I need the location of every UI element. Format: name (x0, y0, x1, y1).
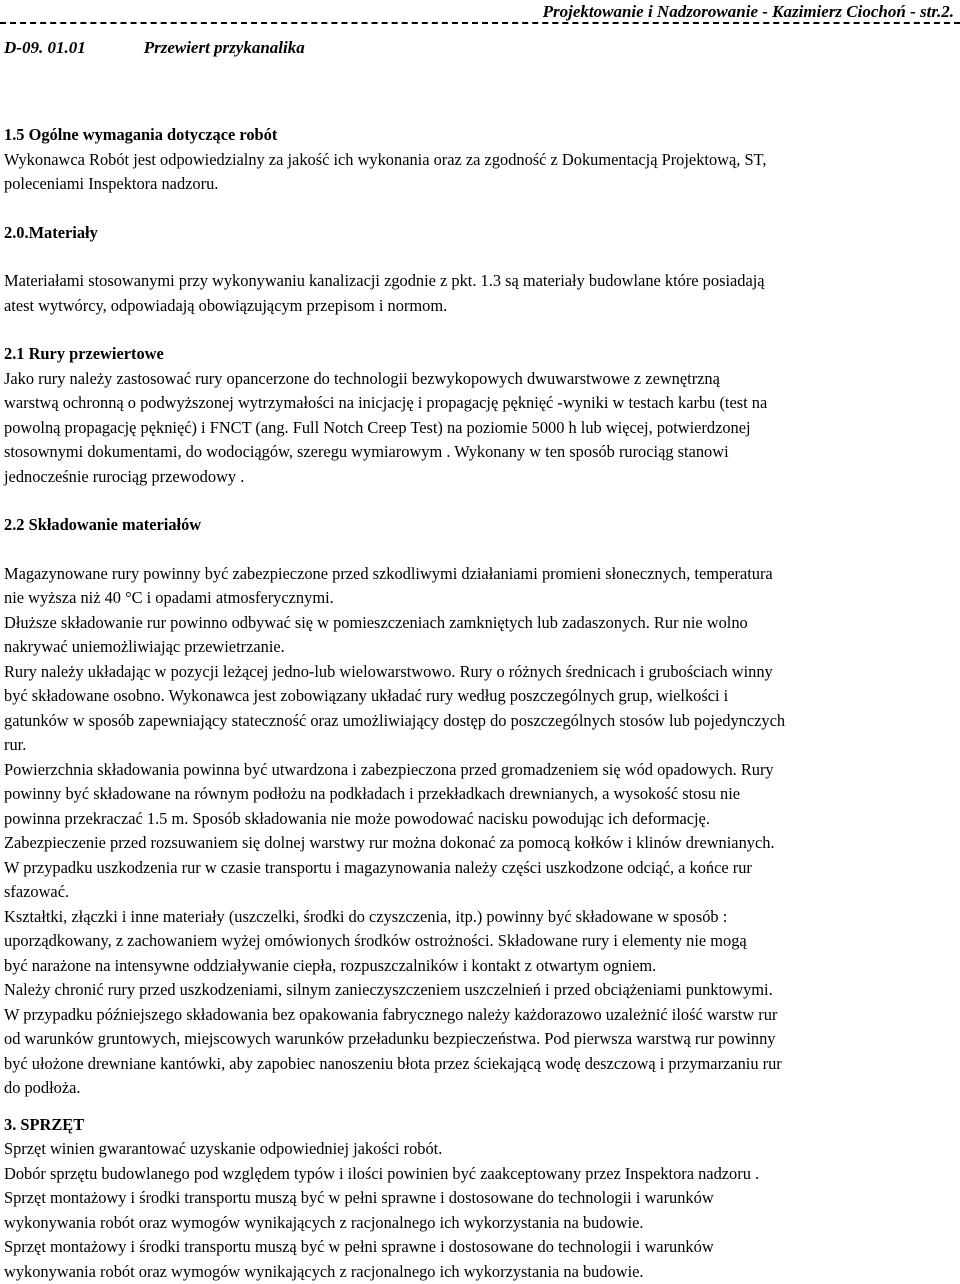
paragraph-line: powolną propagację pęknięć) i FNCT (ang. Full Notch Creep Test) na poziomie 5000 h lub więcej, potwierdzonej (4, 416, 956, 441)
paragraph-line: poleceniami Inspektora nadzoru. (4, 172, 956, 197)
heading-1-5: 1.5 Ogólne wymagania dotyczące robót (4, 123, 956, 148)
paragraph-line: od warunków gruntowych, miejscowych warunków przeładunku bezpieczeństwa. Pod pierwsza warstwą rur powinny (4, 1027, 956, 1052)
paragraph-line: atest wytwórcy, odpowiadają obowiązującym przepisom i normom. (4, 294, 956, 319)
header-author: Projektowanie i Nadzorowanie - Kazimierz Ciochoń - str.2. (543, 2, 954, 22)
paragraph-line: rur. (4, 733, 956, 758)
paragraph-line: wykonywania robót oraz wymogów wynikających z racjonalnego ich wykorzystania na budowie. (4, 1260, 956, 1284)
paragraph-line: Sprzęt winien gwarantować uzyskanie odpowiedniej jakości robót. (4, 1137, 956, 1162)
paragraph-line: do podłoża. (4, 1076, 956, 1101)
paragraph-line: uporządkowany, z zachowaniem wyżej omówionych środków ostrożności. Składowane rury i elementy nie mogą (4, 929, 956, 954)
paragraph-line: Rury należy układając w pozycji leżącej jedno-lub wielowarstwowo. Rury o różnych średnicach i grubościach winny (4, 660, 956, 685)
paragraph-line: jednocześnie rurociąg przewodowy . (4, 465, 956, 490)
paragraph-line: stosownymi dokumentami, do wodociągów, szeregu wymiarowym . Wykonany w ten sposób rurociąg stanowi (4, 440, 956, 465)
heading-2-1: 2.1 Rury przewiertowe (4, 342, 956, 367)
paragraph-line: Sprzęt montażowy i środki transportu muszą być w pełni sprawne i dostosowane do technologii i warunków (4, 1235, 956, 1260)
paragraph-line: Jako rury należy zastosować rury opancerzone do technologii bezwykopowych dwuwarstwowe z zewnętrzną (4, 367, 956, 392)
header-doc-id (4, 38, 305, 58)
paragraph-line: Kształtki, złączki i inne materiały (uszczelki, środki do czyszczenia, itp.) powinny być składowane w sposób : (4, 905, 956, 930)
paragraph-line: być narażone na intensywne oddziaływanie ciepła, rozpuszczalników i kontakt z otwartym ogniem. (4, 954, 956, 979)
paragraph-line: wykonywania robót oraz wymogów wynikających z racjonalnego ich wykorzystania na budowie. (4, 1211, 956, 1236)
paragraph-line: nie wyższa niż 40 °C i opadami atmosferycznymi. (4, 586, 956, 611)
paragraph-line: Zabezpieczenie przed rozsuwaniem się dolnej warstwy rur można dokonać za pomocą kołków i klinów drewnianych. (4, 831, 956, 856)
paragraph-line: Dobór sprzętu budowlanego pod względem typów i ilości powinien być zaakceptowany przez Inspektora nadzoru . (4, 1162, 956, 1187)
paragraph-line: być ułożone drewniane kantówki, aby zapobiec nanoszeniu błota przez ściekającą wodę deszczową i przymarzaniu rur (4, 1052, 956, 1077)
paragraph-line: Powierzchnia składowania powinna być utwardzona i zabezpieczona przed gromadzeniem się wód opadowych. Rury (4, 758, 956, 783)
paragraph-line: Wykonawca Robót jest odpowiedzialny za jakość ich wykonania oraz za zgodność z Dokumentacją Projektową, ST, (4, 148, 956, 173)
paragraph-line: sfazować. (4, 880, 956, 905)
heading-3: 3. SPRZĘT (4, 1113, 956, 1138)
spec-title: Przewiert przykanalika (144, 38, 305, 57)
paragraph-line: powinny być składowane na równym podłożu na podkładach i przekładkach drewnianych, a wysokość stosu nie (4, 782, 956, 807)
paragraph-line: Dłuższe składowanie rur powinno odbywać się w pomieszczeniach zamkniętych lub zadaszonych. Rur nie wolno (4, 611, 956, 636)
paragraph-line: Materiałami stosowanymi przy wykonywaniu kanalizacji zgodnie z pkt. 1.3 są materiały budowlane które posiadają (4, 269, 956, 294)
header-divider (0, 22, 960, 24)
paragraph-line: Należy chronić rury przed uszkodzeniami, silnym zanieczyszczeniem uszczelnień i przed obciążeniami punktowymi. (4, 978, 956, 1003)
paragraph-line: powinna przekraczać 1.5 m. Sposób składowania nie może powodować nacisku powodując ich deformację. (4, 807, 956, 832)
paragraph-line: gatunków w sposób zapewniający stateczność oraz umożliwiający dostęp do poszczególnych stosów lub pojedynczych (4, 709, 956, 734)
paragraph-line: Magazynowane rury powinny być zabezpieczone przed szkodliwymi działaniami promieni słonecznych, temperatura (4, 562, 956, 587)
paragraph-line: W przypadku uszkodzenia rur w czasie transportu i magazynowania należy części uszkodzone odciąć, a końce rur (4, 856, 956, 881)
spec-code: D-09. 01.01 (4, 38, 86, 57)
heading-2-0: 2.0.Materiały (4, 221, 956, 246)
paragraph-line: nakrywać uniemożliwiając przewietrzanie. (4, 635, 956, 660)
paragraph-line: być składowane osobno. Wykonawca jest zobowiązany układać rury według poszczególnych grup, wielkości i (4, 684, 956, 709)
heading-2-2: 2.2 Składowanie materiałów (4, 513, 956, 538)
paragraph-line: Sprzęt montażowy i środki transportu muszą być w pełni sprawne i dostosowane do technologii i warunków (4, 1186, 956, 1211)
paragraph-line: W przypadku późniejszego składowania bez opakowania fabrycznego należy każdorazowo uzależnić ilość warstw rur (4, 1003, 956, 1028)
document-body (4, 123, 956, 1284)
paragraph-line: warstwą ochronną o podwyższonej wytrzymałości na inicjację i propagację pęknięć -wyniki w testach karbu (test na (4, 391, 956, 416)
